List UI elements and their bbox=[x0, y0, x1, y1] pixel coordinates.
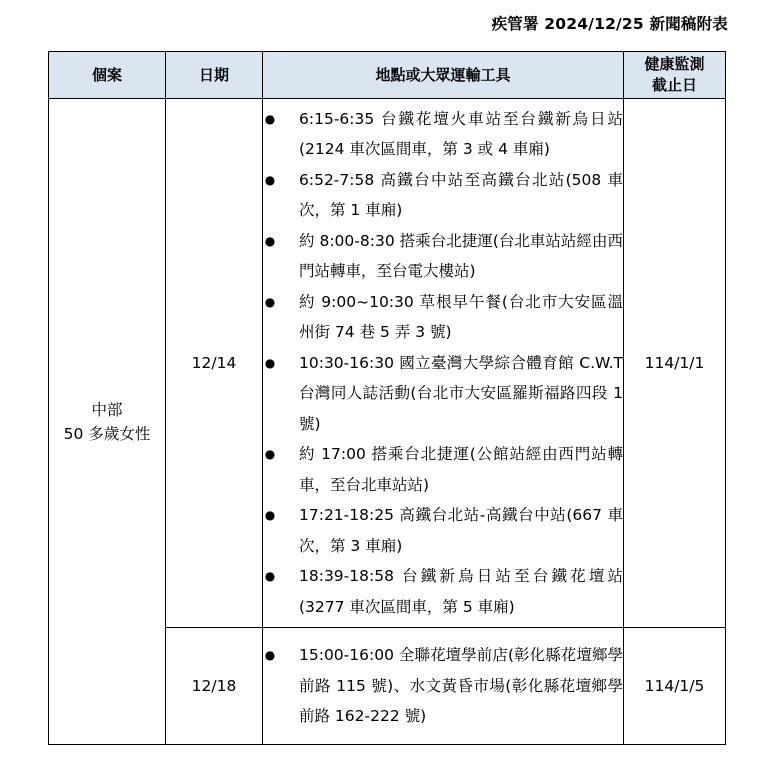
list-item bbox=[263, 439, 623, 500]
column-header-monitor-line1: 健康監測 bbox=[644, 55, 705, 73]
column-header-case: 個案 bbox=[49, 52, 166, 99]
document-header: 疾管署 2024/12/25 新聞稿附表 bbox=[491, 15, 728, 33]
bullet-icon: ● bbox=[264, 294, 276, 309]
monitor-end-cell: 114/1/5 bbox=[624, 628, 726, 745]
bullet-icon: ● bbox=[264, 447, 276, 462]
date-cell: 12/18 bbox=[166, 628, 263, 745]
list-item bbox=[263, 104, 623, 165]
case-region: 中部 bbox=[91, 400, 123, 419]
list-item bbox=[263, 226, 623, 287]
case-cell bbox=[49, 99, 166, 745]
column-header-monitor-line2: 截止日 bbox=[651, 76, 697, 94]
bullet-icon: ● bbox=[264, 111, 276, 126]
column-header-date: 日期 bbox=[166, 52, 263, 99]
event-text: 約 8:00-8:30 搭乘台北捷運(台北車站站經由西門站轉車，至台電大樓站) bbox=[299, 231, 623, 281]
event-text: 10:30-16:30 國立臺灣大學綜合體育館 C.W.T 台灣同人誌活動(台北市大安區羅斯福路四段 1 號) bbox=[299, 353, 623, 433]
table-row bbox=[49, 99, 726, 628]
event-text: 約 9:00~10:30 草根早午餐(台北市大安區溫州街 74 巷 5 弄 3 號) bbox=[299, 292, 623, 342]
monitor-end-cell: 114/1/1 bbox=[624, 99, 726, 628]
bullet-icon: ● bbox=[264, 569, 276, 584]
case-table bbox=[48, 51, 726, 745]
case-description: 50 多歲女性 bbox=[63, 424, 151, 443]
location-cell bbox=[263, 628, 624, 745]
column-header-location: 地點或大眾運輸工具 bbox=[263, 52, 624, 99]
bullet-icon: ● bbox=[264, 508, 276, 523]
bullet-icon: ● bbox=[264, 355, 276, 370]
list-item bbox=[263, 561, 623, 622]
bullet-icon: ● bbox=[264, 233, 276, 248]
bullet-icon: ● bbox=[264, 648, 276, 663]
location-cell bbox=[263, 99, 624, 628]
list-item bbox=[263, 287, 623, 348]
date-cell: 12/14 bbox=[166, 99, 263, 628]
event-text: 6:52-7:58 高鐵台中站至高鐵台北站(508 車次，第 1 車廂) bbox=[299, 170, 623, 220]
event-text: 17:21-18:25 高鐵台北站-高鐵台中站(667 車次，第 3 車廂) bbox=[299, 506, 623, 555]
list-item bbox=[263, 165, 623, 226]
column-header-monitor-end bbox=[624, 52, 726, 99]
event-text: 15:00-16:00 全聯花壇學前店(彰化縣花壇鄉學前路 115 號)、水文黃昏市場(彰化縣花壇鄉學前路 162-222 號) bbox=[299, 646, 623, 726]
event-text: 約 17:00 搭乘台北捷運(公館站經由西門站轉車，至台北車站站) bbox=[299, 445, 623, 494]
table-header-row bbox=[49, 52, 726, 99]
event-text: 18:39-18:58 台鐵新烏日站至台鐵花壇站(3277 車次區間車，第 5 車廂) bbox=[299, 567, 623, 616]
list-item bbox=[263, 500, 623, 561]
event-text: 6:15-6:35 台鐵花壇火車站至台鐵新烏日站(2124 車次區間車，第 3 或 4 車廂) bbox=[299, 109, 623, 159]
event-list bbox=[263, 640, 623, 732]
event-list bbox=[263, 104, 623, 623]
list-item bbox=[263, 640, 623, 732]
list-item bbox=[263, 348, 623, 440]
bullet-icon: ● bbox=[264, 172, 276, 187]
